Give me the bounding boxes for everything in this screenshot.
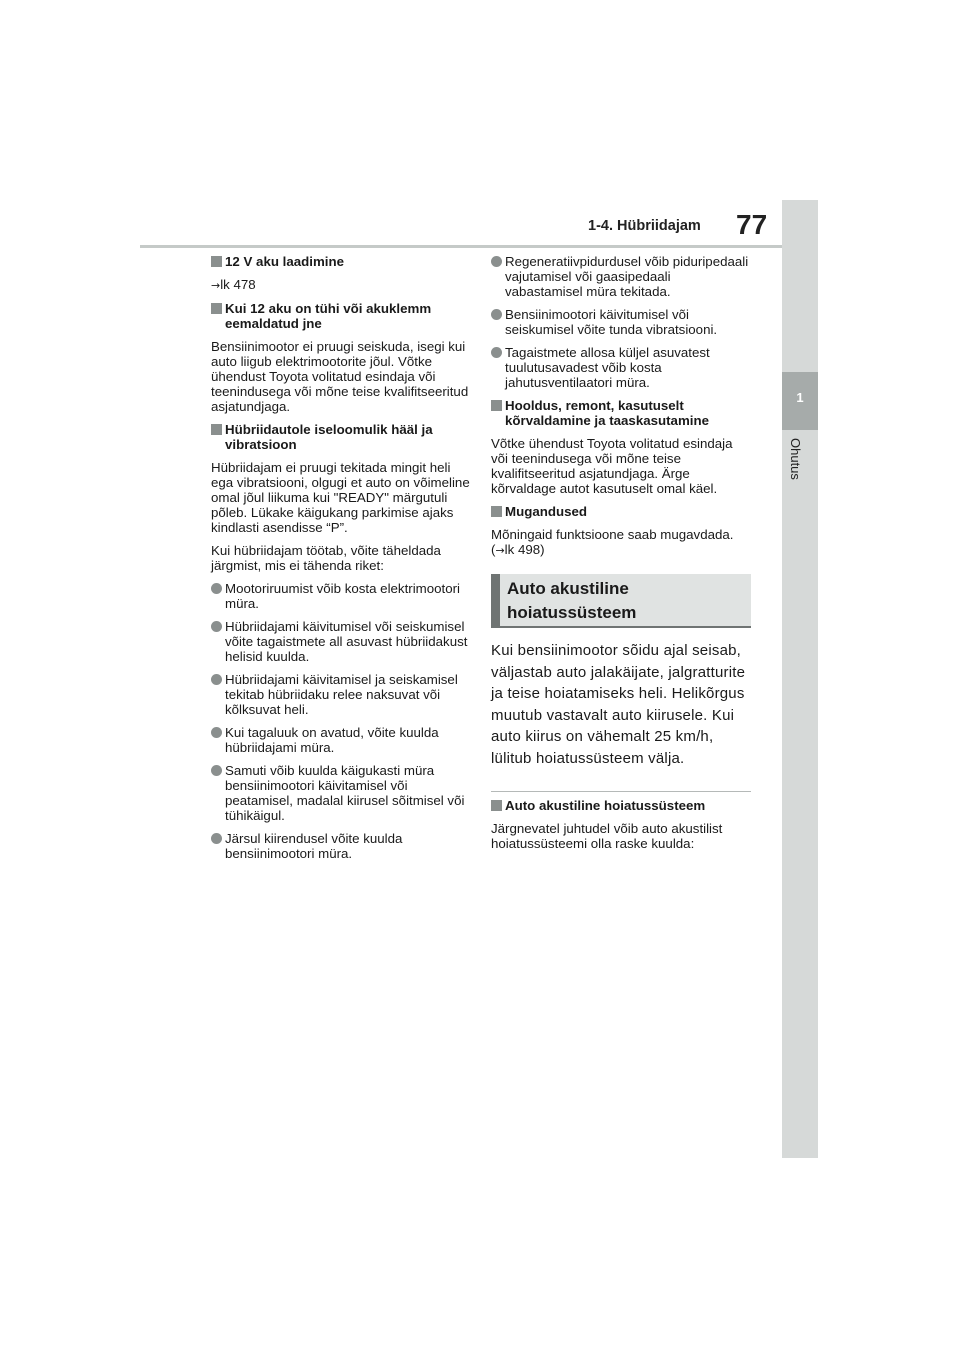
list-item: Mootoriruumist võib kosta elektrimootori müra. bbox=[211, 581, 471, 611]
right-column bbox=[491, 254, 751, 859]
square-bullet-icon bbox=[491, 400, 502, 411]
body-paragraph: Hübriidajam ei pruugi tekitada mingit heli ega vibratsiooni, olgugi et auto on võimeline omal jõul liikuma kui "READY" märgutuli põleb. Lükake käigukang parkimise ajaks kindlasti asendisse “P”. bbox=[211, 460, 470, 535]
square-bullet-icon bbox=[211, 256, 222, 267]
circle-bullet-icon bbox=[211, 621, 222, 632]
section-heading: Mugandused bbox=[491, 504, 751, 519]
list-item: Samuti võib kuulda käigukasti müra bensiinimootori käivitamisel või peatamisel, madalal kiirusel sõitmisel või tühikäigul. bbox=[211, 763, 471, 823]
section-intro: Kui bensiinimootor sõidu ajal seisab, väljastab auto jalakäijate, jalgratturite ja teise hoiatamiseks heli. Helikõrgus muutub vastavalt auto kiirusele. Kui auto kiirus on vähemalt 25 km/h, lülitub hoiatussüsteem välja. bbox=[491, 642, 746, 767]
section-heading: Auto akustiline hoiatussüsteem bbox=[491, 798, 751, 813]
section-title-box bbox=[491, 574, 751, 628]
circle-bullet-icon bbox=[491, 256, 502, 267]
list-item: Regeneratiivpidurdusel võib piduripedaali vajutamisel või gaasipedaali vabastamisel müra tekitada. bbox=[491, 254, 751, 299]
body-paragraph: Võtke ühendust Toyota volitatud esindaja või teenindusega või mõne teise kvalifitseeritud asjatundjaga. Ärge kõrvaldage autot kasutuselt omal käel. bbox=[491, 436, 733, 496]
list-item: Tagaistmete allosa küljel asuvatest tuulutusavadest võib kosta jahutusventilaatori müra. bbox=[491, 345, 751, 390]
square-bullet-icon bbox=[491, 506, 502, 517]
left-column bbox=[211, 254, 471, 869]
circle-bullet-icon bbox=[211, 583, 222, 594]
circle-bullet-icon bbox=[211, 727, 222, 738]
section-heading: 12 V aku laadimine bbox=[211, 254, 471, 269]
list-item: Bensiinimootori käivitumisel või seiskumisel võite tunda vibratsiooni. bbox=[491, 307, 751, 337]
body-paragraph: Bensiinimootor ei pruugi seiskuda, isegi kui auto liigub elektrimootorite jõul. Võtke ühendust Toyota volitatud esindaja või teenindusega või mõne teise kvalifitseeritud asjatundjaga. bbox=[211, 339, 469, 414]
square-bullet-icon bbox=[211, 303, 222, 314]
section-heading: Hübriidautole iseloomulik hääl ja vibratsioon bbox=[211, 422, 471, 452]
arrow-icon: → bbox=[211, 279, 221, 292]
section-heading: Kui 12 aku on tühi või akuklemm eemaldatud jne bbox=[211, 301, 471, 331]
page-number: 77 bbox=[736, 209, 768, 240]
body-paragraph: Mõningaid funktsioone saab mugavdada. (→lk 498) bbox=[491, 527, 734, 557]
list-item: Järsul kiirendusel võite kuulda bensiinimootori müra. bbox=[211, 831, 471, 861]
circle-bullet-icon bbox=[491, 309, 502, 320]
list-item: Kui tagaluuk on avatud, võite kuulda hübriidajami müra. bbox=[211, 725, 471, 755]
square-bullet-icon bbox=[491, 800, 502, 811]
side-tab bbox=[782, 200, 818, 1158]
list-item: Hübriidajami käivitumisel või seiskumisel võite tagaistmete all asuvast hübriidakust helisid kuulda. bbox=[211, 619, 471, 664]
side-tab-number: 1 bbox=[796, 390, 804, 405]
body-paragraph: Kui hübriidajam töötab, võite täheldada järgmist, mis ei tähenda riket: bbox=[211, 543, 441, 573]
circle-bullet-icon bbox=[211, 833, 222, 844]
circle-bullet-icon bbox=[211, 765, 222, 776]
header-divider bbox=[140, 245, 782, 248]
side-tab-label: Ohutus bbox=[788, 438, 803, 480]
section-title: Auto akustiline hoiatussüsteem bbox=[507, 579, 637, 622]
body-paragraph: Järgnevatel juhtudel võib auto akustilist hoiatussüsteemi olla raske kuulda: bbox=[491, 821, 723, 851]
circle-bullet-icon bbox=[491, 347, 502, 358]
divider bbox=[491, 791, 751, 792]
square-bullet-icon bbox=[211, 424, 222, 435]
circle-bullet-icon bbox=[211, 674, 222, 685]
list-item: Hübriidajami käivitamisel ja seiskamisel tekitab hübriidaku relee naksuvat või kõlksuvat heli. bbox=[211, 672, 471, 717]
chapter-title: 1-4. Hübriidajam bbox=[588, 218, 701, 234]
page-reference: →lk 478 bbox=[211, 277, 256, 292]
section-heading: Hooldus, remont, kasutuselt kõrvaldamine ja taaskasutamine bbox=[491, 398, 751, 428]
arrow-icon: → bbox=[495, 544, 505, 557]
